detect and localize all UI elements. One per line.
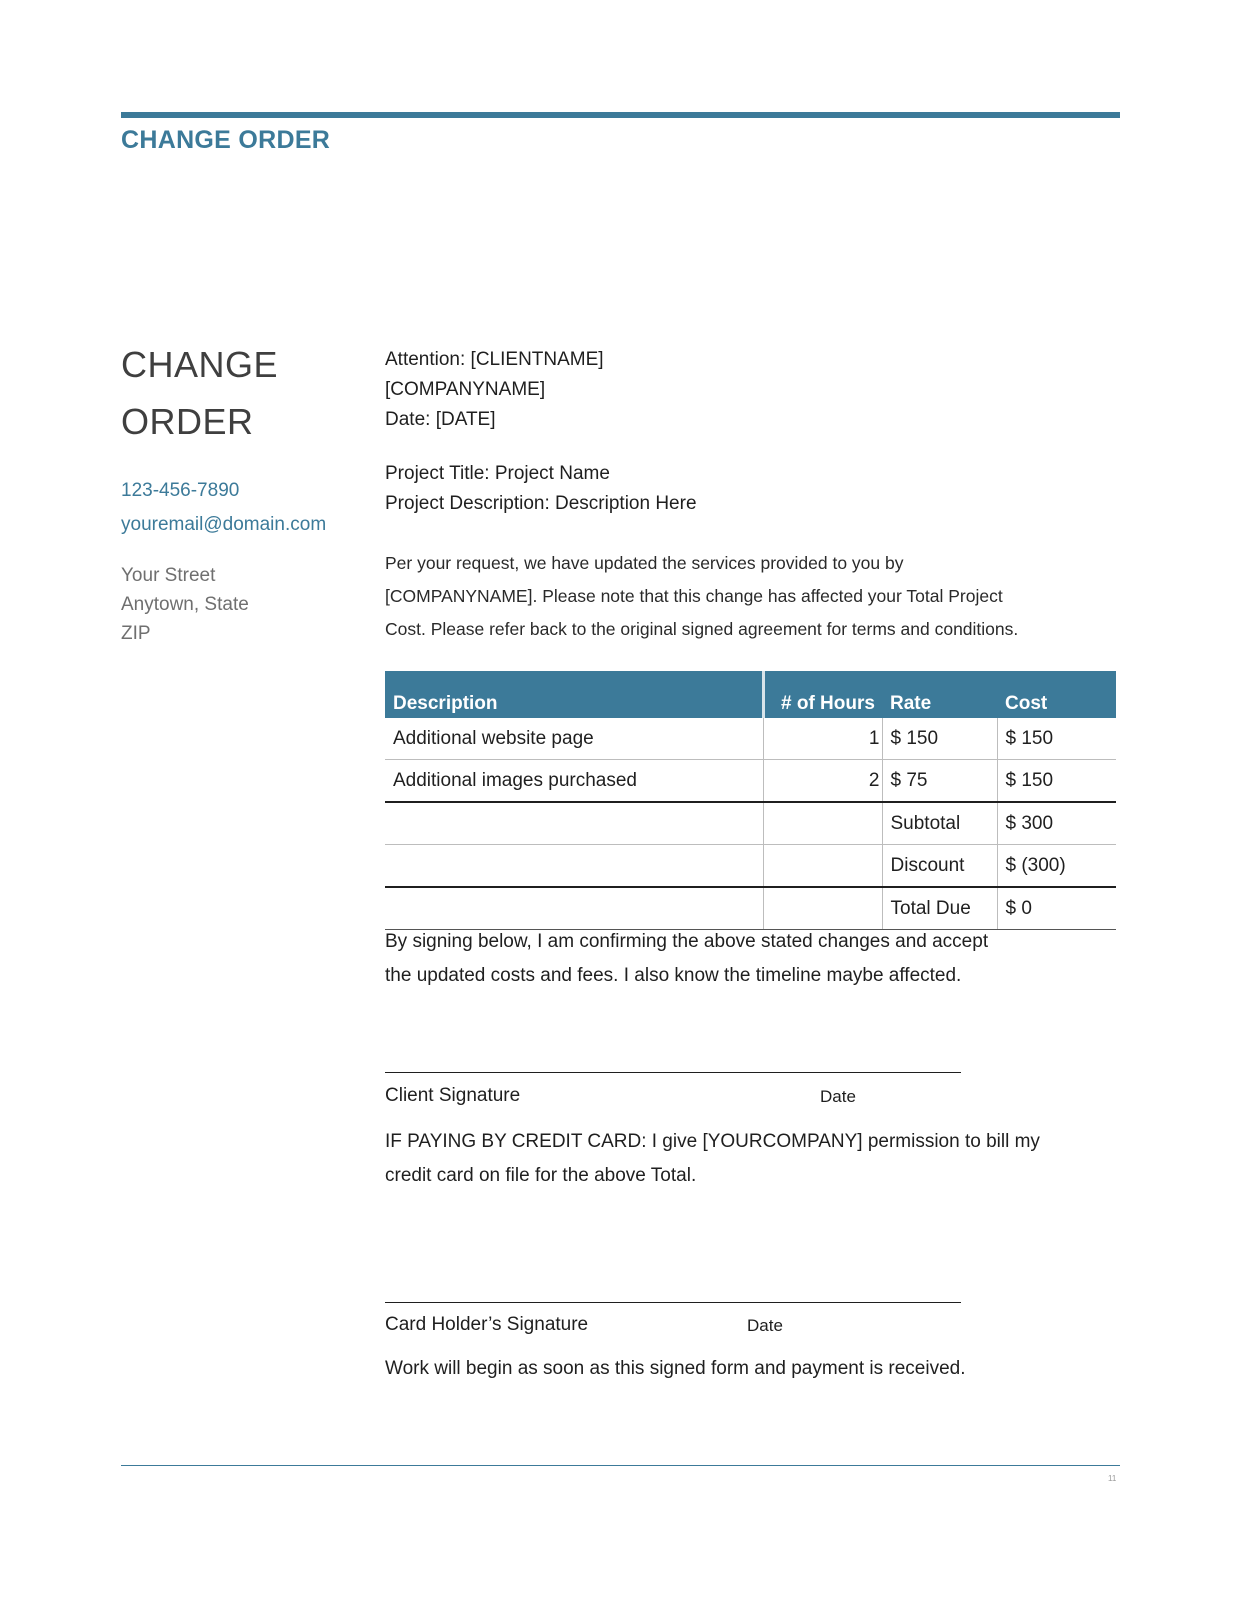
document-title-line1: CHANGE	[121, 344, 279, 385]
total-row	[385, 887, 1116, 930]
page-number: 11	[1108, 1474, 1117, 1483]
intro-line: Cost. Please refer back to the original signed agreement for terms and conditions.	[385, 619, 1019, 639]
cost-table	[385, 671, 1116, 930]
empty-cell	[764, 802, 883, 845]
header-cost: Cost	[997, 671, 1116, 718]
project-description: Project Description: Description Here	[385, 493, 697, 514]
client-signature-label: Client Signature	[385, 1085, 521, 1106]
address-zip: ZIP	[121, 623, 151, 644]
empty-cell	[385, 887, 764, 930]
row-cost: $ 150	[997, 718, 1116, 760]
confirmation-line: the updated costs and fees. I also know the timeline maybe affected.	[385, 965, 962, 986]
page-header-title: CHANGE ORDER	[121, 126, 331, 154]
footer-rule	[121, 1465, 1120, 1466]
project-block	[385, 459, 1125, 519]
discount-label: Discount	[882, 845, 997, 888]
email-address: youremail@domain.com	[121, 514, 327, 535]
intro-line: Per your request, we have updated the services provided to you by	[385, 553, 904, 573]
empty-cell	[385, 802, 764, 845]
header-rate: Rate	[882, 671, 997, 718]
empty-cell	[385, 845, 764, 888]
discount-row	[385, 845, 1116, 888]
address-street: Your Street	[121, 565, 216, 586]
table-header-row	[385, 671, 1116, 718]
row-rate: $ 75	[882, 760, 997, 803]
contact-info	[121, 474, 326, 542]
total-value: $ 0	[997, 887, 1116, 930]
row-hours: 2	[764, 760, 883, 803]
row-hours: 1	[764, 718, 883, 760]
table-row	[385, 760, 1116, 803]
subtotal-value: $ 300	[997, 802, 1116, 845]
document-title-line2: ORDER	[121, 401, 254, 442]
credit-card-authorization	[385, 1125, 1125, 1193]
row-description: Additional images purchased	[385, 760, 764, 803]
closing-note: Work will begin as soon as this signed form and payment is received.	[385, 1358, 966, 1379]
discount-value: $ (300)	[997, 845, 1116, 888]
client-signature-line[interactable]	[385, 1072, 961, 1073]
intro-line: [COMPANYNAME]. Please note that this change has affected your Total Project	[385, 586, 1003, 606]
row-cost: $ 150	[997, 760, 1116, 803]
confirmation-line: By signing below, I am confirming the above stated changes and accept	[385, 931, 989, 952]
address-city-state: Anytown, State	[121, 594, 249, 615]
project-title: Project Title: Project Name	[385, 463, 610, 484]
phone-number: 123-456-7890	[121, 480, 240, 501]
credit-card-line: IF PAYING BY CREDIT CARD: I give [YOURCOMPANY] permission to bill my	[385, 1131, 1040, 1152]
intro-paragraph	[385, 547, 1125, 646]
credit-card-line: credit card on file for the above Total.	[385, 1165, 697, 1186]
table-row	[385, 718, 1116, 760]
address-block	[121, 561, 249, 648]
empty-cell	[764, 845, 883, 888]
client-date-label: Date	[820, 1087, 856, 1106]
subtotal-label: Subtotal	[882, 802, 997, 845]
total-label: Total Due	[882, 887, 997, 930]
date-line: Date: [DATE]	[385, 409, 496, 430]
empty-cell	[764, 887, 883, 930]
card-holder-date-label: Date	[747, 1316, 783, 1335]
attention-line: Attention: [CLIENTNAME]	[385, 349, 604, 370]
card-holder-signature-line[interactable]	[385, 1302, 961, 1303]
header-description: Description	[385, 671, 764, 718]
row-description: Additional website page	[385, 718, 764, 760]
company-line: [COMPANYNAME]	[385, 379, 546, 400]
card-holder-signature-label: Card Holder’s Signature	[385, 1314, 589, 1335]
row-rate: $ 150	[882, 718, 997, 760]
recipient-block	[385, 345, 1125, 435]
header-hours: # of Hours	[764, 671, 883, 718]
confirmation-text	[385, 925, 1085, 993]
header-rule	[121, 112, 1120, 118]
subtotal-row	[385, 802, 1116, 845]
document-title	[121, 336, 278, 450]
